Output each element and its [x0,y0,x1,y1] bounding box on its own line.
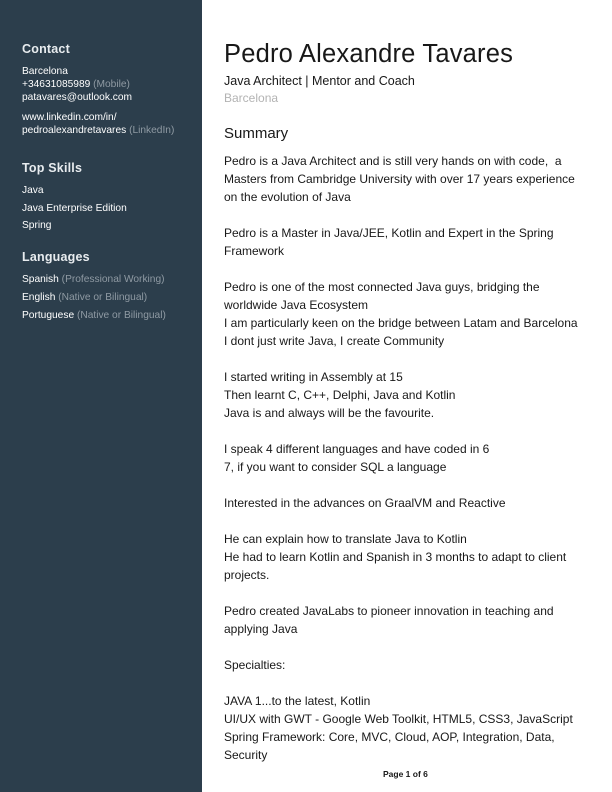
contact-phone-row [22,78,197,91]
top-skills-section [22,161,197,235]
summary-line [224,350,594,368]
summary-line [224,422,594,440]
top-skills-heading: Top Skills [22,161,83,175]
summary-line: Masters from Cambridge University with over 17 years experience [224,172,575,186]
summary-line [224,206,594,224]
linkedin-url-line2[interactable]: pedroalexandretavares [22,125,127,136]
skill-item: Spring [22,220,52,231]
profile-location: Barcelona [224,91,279,105]
languages-heading: Languages [22,250,90,264]
linkedin-url-line1[interactable]: www.linkedin.com/in/ [22,112,117,123]
summary-line [224,638,594,656]
summary-line: Pedro is a Master in Java/JEE, Kotlin and Expert in the Spring [224,226,554,240]
contact-email[interactable]: patavares@outlook.com [22,92,133,103]
language-level: (Native or Bilingual) [76,310,166,321]
summary-line: He can explain how to translate Java to Kotlin [224,532,467,546]
summary-line [224,512,594,530]
profile-name: Pedro Alexandre Tavares [224,40,514,68]
languages-section [22,250,197,325]
summary-line: I speak 4 different languages and have coded in 6 [224,442,490,456]
summary-line [224,674,594,692]
skill-item: Java [22,185,44,196]
language-level: (Native or Bilingual) [58,292,148,303]
language-name: Spanish [22,274,59,285]
summary-line: Pedro is one of the most connected Java guys, bridging the [224,280,540,294]
summary-line: I dont just write Java, I create Community [224,334,445,348]
summary-line: projects. [224,568,270,582]
language-name: Portuguese [22,310,75,321]
summary-line: I am particularly keen on the bridge between Latam and Barcelona [224,316,578,330]
linkedin-row [22,124,197,137]
summary-line: applying Java [224,622,298,636]
contact-section [22,42,197,137]
summary-line [224,476,594,494]
summary-line: Pedro created JavaLabs to pioneer innovation in teaching and [224,604,554,618]
summary-line: Framework [224,244,285,258]
summary-line: worldwide Java Ecosystem [224,298,369,312]
summary-line [224,584,594,602]
contact-phone-type: (Mobile) [93,79,130,90]
language-item [22,271,197,289]
summary-line: Specialties: [224,658,286,672]
contact-phone[interactable]: +34631085989 [22,79,91,90]
language-item [22,307,197,325]
summary-line: He had to learn Kotlin and Spanish in 3 months to adapt to client [224,550,567,564]
contact-city: Barcelona [22,66,68,77]
summary-heading: Summary [224,125,289,142]
summary-text [224,152,594,764]
summary-line: Pedro is a Java Architect and is still very hands on with code, a [224,154,562,168]
summary-line: Then learnt C, C++, Delphi, Java and Kotlin [224,388,456,402]
summary-line [224,260,594,278]
summary-line: Java is and always will be the favourite. [224,406,435,420]
linkedin-type: (LinkedIn) [129,125,175,136]
summary-line: I started writing in Assembly at 15 [224,370,403,384]
summary-line: JAVA 1...to the latest, Kotlin [224,694,371,708]
sidebar [0,0,202,792]
skill-item: Java Enterprise Edition [22,202,127,214]
summary-line: 7, if you want to consider SQL a language [224,460,447,474]
page-number: Page 1 of 6 [383,769,428,779]
summary-line: Security [224,748,268,762]
language-level: (Professional Working) [61,274,165,285]
summary-line: on the evolution of Java [224,190,351,204]
profile-headline: Java Architect | Mentor and Coach [224,74,415,88]
summary-line: UI/UX with GWT - Google Web Toolkit, HTML5, CSS3, JavaScript [224,712,573,726]
language-item [22,289,197,307]
contact-heading: Contact [22,42,70,56]
summary-line: Interested in the advances on GraalVM and Reactive [224,496,506,510]
language-name: English [22,292,56,303]
summary-line: Spring Framework: Core, MVC, Cloud, AOP, Integration, Data, [224,730,555,744]
